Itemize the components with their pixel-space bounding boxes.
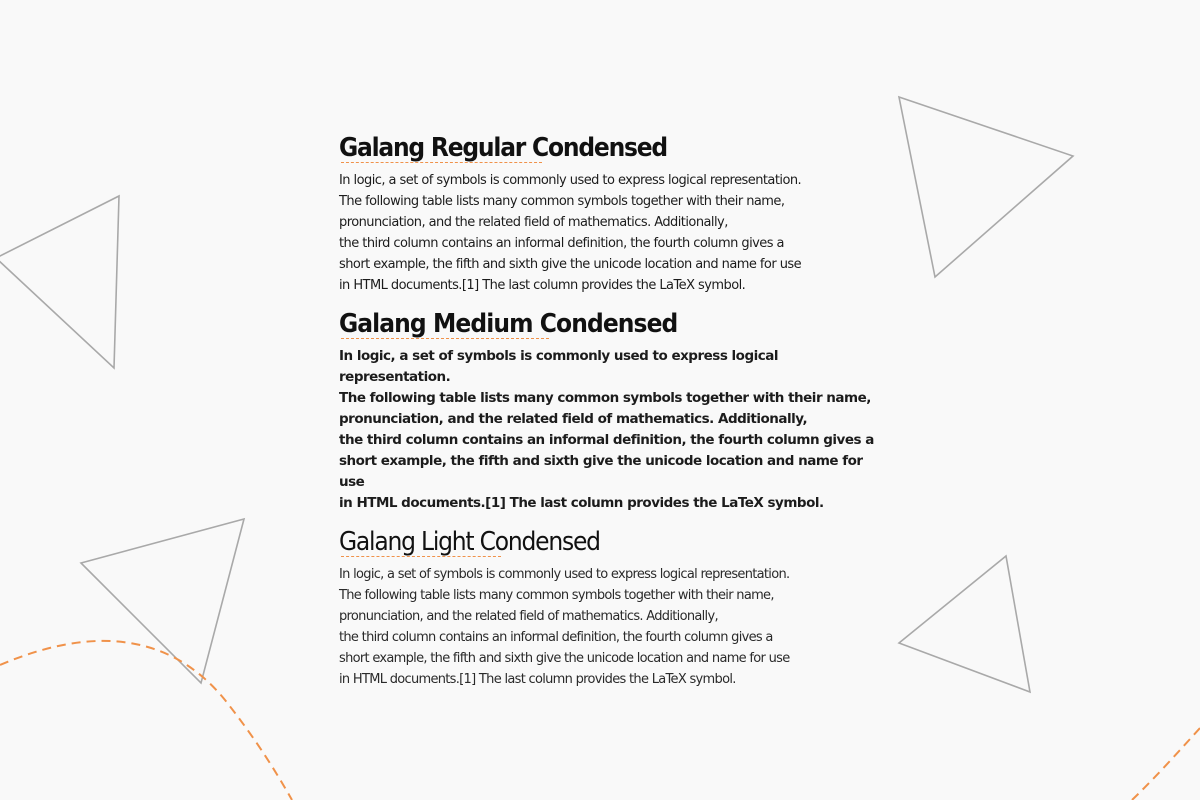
sample-paragraph: In logic, a set of symbols is commonly used to express logical representation. The following table lists many common symbols together with their name, pronunciation, and the related field of mathematics. Additionally, the third column contains an informal definition, the fourth column gives a short example, the fifth and sixth give the unicode location and name for use in HTML documents.[1] The last column provides the LaTeX symbol. <box>339 348 874 511</box>
sample-paragraph: In logic, a set of symbols is commonly used to express logical representation. The following table lists many common symbols together with their name, pronunciation, and the related field of mathematics. Additionally, the third column contains an informal definition, the fourth column gives a short example, the fifth and sixth give the unicode location and name for use in HTML documents.[1] The last column provides the LaTeX symbol. <box>339 173 802 293</box>
dashed-curve-bottom-left <box>0 641 292 800</box>
sample-paragraph: In logic, a set of symbols is commonly used to express logical representation. The following table lists many common symbols together with their name, pronunciation, and the related field of mathematics. Additionally, the third column contains an informal definition, the fourth column gives a short example, the fifth and sixth give the unicode location and name for use in HTML documents.[1] The last column provides the LaTeX symbol. <box>339 567 790 687</box>
section-title: Galang Medium Condensed <box>339 306 677 342</box>
specimen-regular-condensed <box>339 130 879 296</box>
specimen-light-condensed <box>339 524 879 690</box>
section-title: Galang Regular Condensed <box>339 130 667 166</box>
font-specimen <box>339 130 879 690</box>
dashed-curve-bottom-right <box>1132 728 1200 800</box>
triangle-outline-top-right <box>899 97 1073 277</box>
specimen-medium-condensed <box>339 306 879 514</box>
section-title: Galang Light Condensed <box>339 524 600 560</box>
triangle-outline-left <box>0 196 119 368</box>
triangle-outline-bottom-left <box>81 519 244 683</box>
triangle-outline-bottom-right <box>899 556 1030 692</box>
